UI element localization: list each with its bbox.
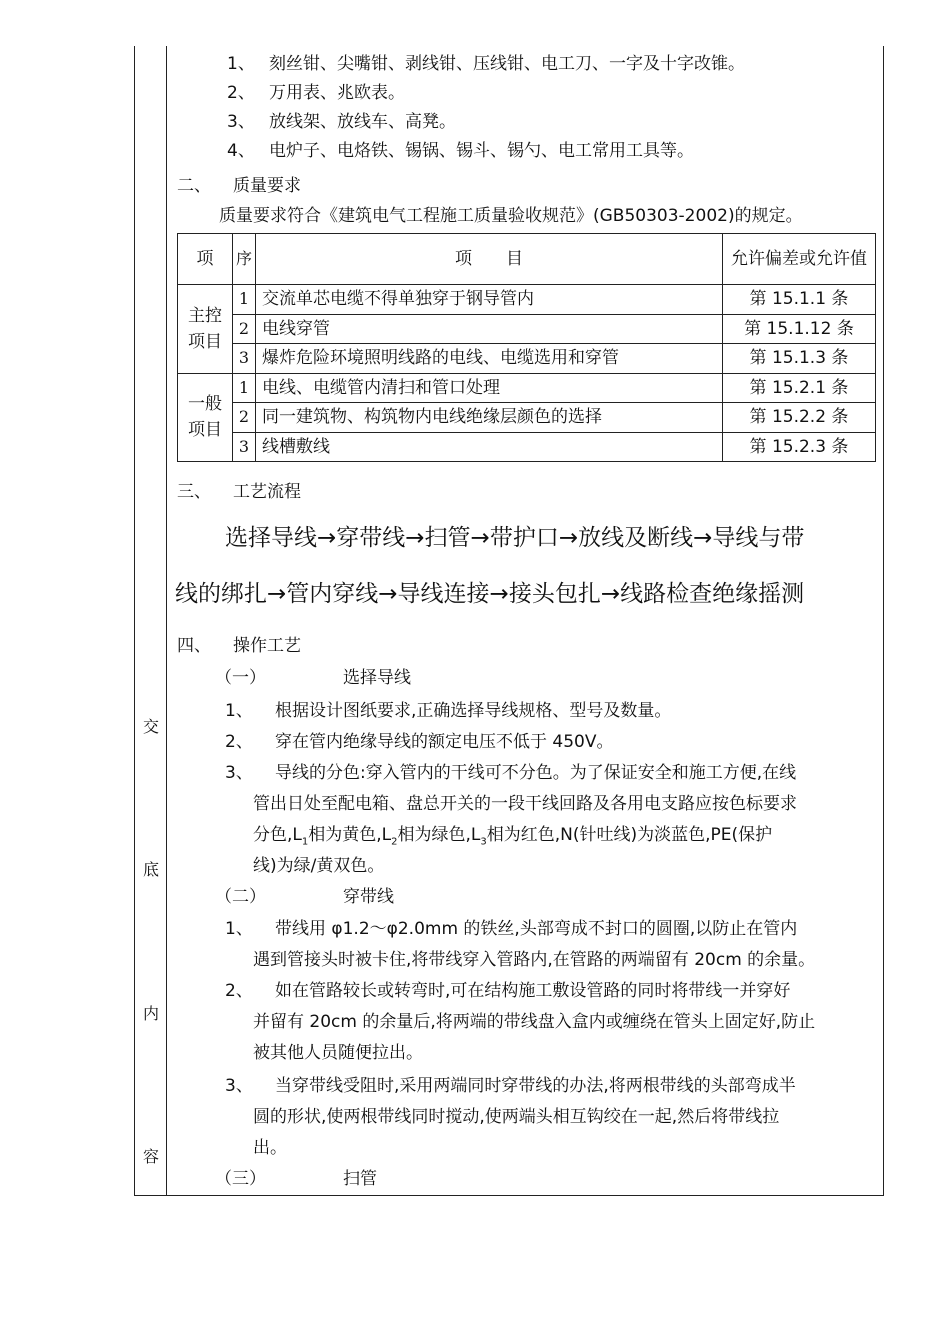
paragraph-line: 出。 [253, 1138, 287, 1158]
row-value: 第 15.1.12 条 [723, 314, 876, 344]
subsection-heading: （一） 选择导线 [215, 668, 411, 688]
header-seq: 序 [233, 234, 256, 285]
section-heading: 四、 操作工艺 [177, 636, 301, 656]
paragraph-line: 管出日处至配电箱、盘总开关的一段干线回路及各用电支路应按色标要求 [253, 794, 797, 814]
disclosure-frame [134, 46, 884, 1196]
process-flow-line: 线的绑扎→管内穿线→导线连接→接头包扎→线路检查绝缘摇测 [175, 581, 805, 607]
subsection-heading: （二） 穿带线 [215, 887, 394, 907]
paragraph: 2、 如在管路较长或转弯时,可在结构施工敷设管路的同时将带线一并穿好 [225, 981, 791, 1001]
paragraph-line: 圆的形状,使两根带线同时搅动,使两端头相互钩绞在一起,然后将带线拉 [253, 1107, 780, 1127]
header-item: 项 [178, 234, 233, 285]
side-char: 底 [142, 860, 159, 879]
table-row [178, 373, 876, 403]
row-item: 电线穿管 [256, 314, 723, 344]
row-item: 爆炸危险环境照明线路的电线、电缆选用和穿管 [256, 344, 723, 374]
side-char: 内 [142, 1004, 159, 1023]
section-heading: 二、 质量要求 [177, 176, 301, 196]
paragraph-line: 遇到管接头时被卡住,将带线穿入管路内,在管路的两端留有 20cm 的余量。 [253, 950, 816, 970]
row-value: 第 15.2.2 条 [723, 403, 876, 433]
side-label-column [135, 46, 167, 1195]
group-main: 主控项目 [178, 285, 233, 374]
row-seq: 2 [233, 314, 256, 344]
row-value: 第 15.1.1 条 [723, 285, 876, 315]
list-item: 1、 刻丝钳、尖嘴钳、剥线钳、压线钳、电工刀、一字及十字改锥。 [227, 54, 745, 74]
row-item: 线槽敷线 [256, 432, 723, 462]
list-item: 4、 电炉子、电烙铁、锡锅、锡斗、锡勺、电工常用工具等。 [227, 141, 694, 161]
group-general: 一般项目 [178, 373, 233, 462]
table-row [178, 403, 876, 433]
row-seq: 1 [233, 285, 256, 315]
side-char: 容 [142, 1147, 159, 1166]
row-seq: 2 [233, 403, 256, 433]
process-flow-line: 选择导线→穿带线→扫管→带护口→放线及断线→导线与带 [225, 525, 805, 551]
row-item: 交流单芯电缆不得单独穿于钢导管内 [256, 285, 723, 315]
quality-table [177, 233, 876, 462]
list-item: 3、 放线架、放线车、高凳。 [227, 112, 456, 132]
side-char: 交 [142, 717, 159, 736]
paragraph-line: 分色$,L_1$相为黄色$,L_2$相为绿色$,L_3$相为红色,N(针吐线)为淡蓝色,PE(保护 [253, 825, 773, 848]
paragraph: 3、 导线的分色:穿入管内的干线可不分色。为了保证安全和施工方便,在线 [225, 763, 797, 783]
paragraph: 3、 当穿带线受阻时,采用两端同时穿带线的办法,将两根带线的头部弯成半 [225, 1076, 796, 1096]
paragraph: 2、 穿在管内绝缘导线的额定电压不低于 450V。 [225, 732, 614, 752]
header-project: 项 目 [256, 234, 723, 285]
row-item: 同一建筑物、构筑物内电线绝缘层颜色的选择 [256, 403, 723, 433]
content-area [167, 46, 883, 1195]
row-seq: 3 [233, 344, 256, 374]
header-allowance: 允许偏差或允许值 [723, 234, 876, 285]
row-value: 第 15.2.1 条 [723, 373, 876, 403]
subsection-heading: （三） 扫管 [215, 1169, 377, 1189]
row-seq: 1 [233, 373, 256, 403]
list-item: 2、 万用表、兆欧表。 [227, 83, 405, 103]
row-seq: 3 [233, 432, 256, 462]
paragraph: 1、 根据设计图纸要求,正确选择导线规格、型号及数量。 [225, 701, 672, 721]
paragraph-line: 线)为绿/黄双色。 [253, 856, 385, 876]
table-row [178, 432, 876, 462]
row-value: 第 15.2.3 条 [723, 432, 876, 462]
paragraph: 1、 带线用 φ1.2～φ2.0mm 的铁丝,头部弯成不封口的圆圈,以防止在管内 [225, 919, 798, 939]
table-row [178, 344, 876, 374]
section-intro: 质量要求符合《建筑电气工程施工质量验收规范》(GB50303-2002)的规定。 [219, 206, 803, 226]
table-header-row [178, 234, 876, 285]
row-item: 电线、电缆管内清扫和管口处理 [256, 373, 723, 403]
table-row [178, 314, 876, 344]
section-heading: 三、 工艺流程 [177, 482, 301, 502]
paragraph-line: 并留有 20cm 的余量后,将两端的带线盘入盒内或缠绕在管头上固定好,防止 [253, 1012, 816, 1032]
row-value: 第 15.1.3 条 [723, 344, 876, 374]
table-row [178, 285, 876, 315]
paragraph-line: 被其他人员随便拉出。 [253, 1043, 423, 1063]
